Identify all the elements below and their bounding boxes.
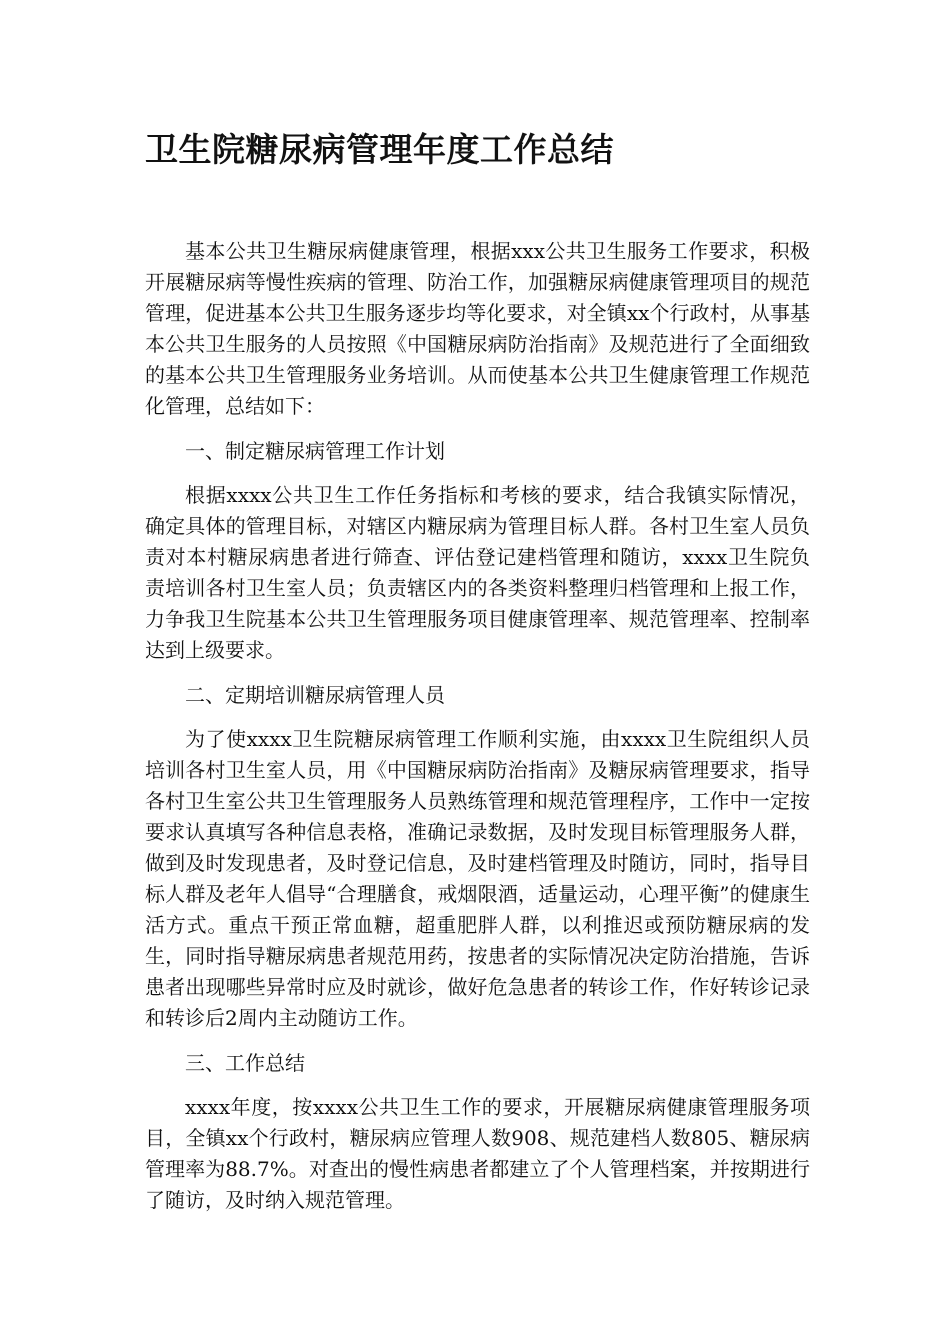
intro-paragraph: 基本公共卫生糖尿病健康管理，根据xxx公共卫生服务工作要求，积极开展糖尿病等慢性疾病的管理、防治工作，加强糖尿病健康管理项目的规范管理，促进基本公共卫生服务逐步均等化要求，对全镇xx个行政村，从事基本公共卫生服务的人员按照《中国糖尿病防治指南》及规范进行了全面细致的基本公共卫生管理服务业务培训。从而使基本公共卫生健康管理工作规范化管理，总结如下： [145,239,810,418]
section-heading-1: 一、制定糖尿病管理工作计划 [185,439,445,463]
document-title: 卫生院糖尿病管理年度工作总结 [145,130,614,169]
section-paragraph-3: xxxx年度，按xxxx公共卫生工作的要求，开展糖尿病健康管理服务项目，全镇xx个行政村，糖尿病应管理人数908、规范建档人数805、糖尿病管理率为88.7%。对查出的慢性病患者都建立了个人管理档案，并按期进行了随访，及时纳入规范管理。 [145,1095,810,1212]
section-heading-2: 二、定期培训糖尿病管理人员 [185,683,445,707]
section-heading-3: 三、工作总结 [185,1051,305,1075]
section-paragraph-2: 为了使xxxx卫生院糖尿病管理工作顺利实施，由xxxx卫生院组织人员培训各村卫生室人员，用《中国糖尿病防治指南》及糖尿病管理要求，指导各村卫生室公共卫生管理服务人员熟练管理和规范管理程序，工作中一定按要求认真填写各种信息表格，准确记录数据，及时发现目标管理服务人群，做到及时发现患者，及时登记信息，及时建档管理及时随访，同时，指导目标人群及老年人倡导“合理膳食，戒烟限酒，适量运动，心理平衡”的健康生活方式。重点干预正常血糖，超重肥胖人群，以利推迟或预防糖尿病的发生，同时指导糖尿病患者规范用药，按患者的实际情况决定防治措施，告诉患者出现哪些异常时应及时就诊，做好危急患者的转诊工作，作好转诊记录和转诊后2周内主动随访工作。 [145,727,810,1030]
section-paragraph-1: 根据xxxx公共卫生工作任务指标和考核的要求，结合我镇实际情况，确定具体的管理目标，对辖区内糖尿病为管理目标人群。各村卫生室人员负责对本村糖尿病患者进行筛查、评估登记建档管理和随访，xxxx卫生院负责培训各村卫生室人员；负责辖区内的各类资料整理归档管理和上报工作，力争我卫生院基本公共卫生管理服务项目健康管理率、规范管理率、控制率达到上级要求。 [145,483,810,662]
document-body [145,236,810,1216]
